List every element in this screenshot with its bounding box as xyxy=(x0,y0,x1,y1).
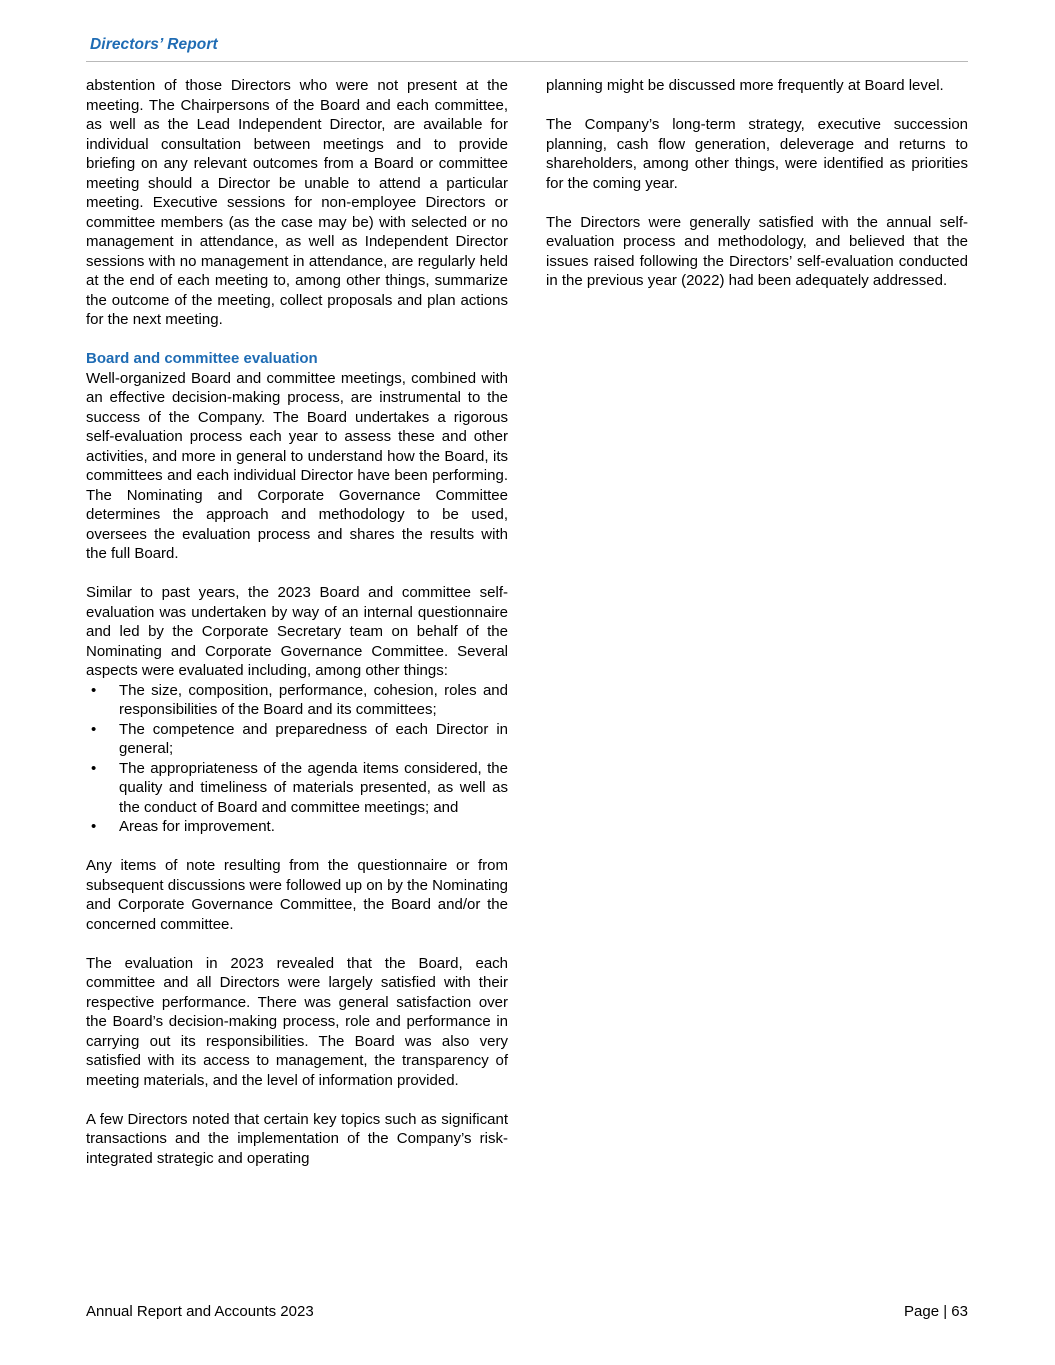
page-header xyxy=(86,36,968,62)
header-rule xyxy=(86,61,968,62)
footer-page-number: Page | 63 xyxy=(904,1303,968,1320)
bullet-icon: • xyxy=(91,681,97,699)
paragraph: The Directors were generally satisfied with the annual self-evaluation process and methodology, and believed that the issues raised following the Directors’ self-evaluation conducted in the previous year (2022) had been adequately addressed. xyxy=(546,213,968,289)
content-columns xyxy=(86,76,968,1168)
paragraph: abstention of those Directors who were not present at the meeting. The Chairpersons of the Board and each committee, as well as the Lead Independent Director, are available for individual consultation between meetings and to provide briefing on any relevant outcomes from a Board or committee meeting should a Director be unable to attend a particular meeting. Executive sessions for non-employee Directors or committee members (as the case may be) with selected or no management in attendance, as well as Independent Director sessions with no management in attendance, are regularly held at the end of each meeting to, among other things, summarize the outcome of the meeting, collect proposals and plan actions for the next meeting. xyxy=(86,77,508,328)
bullet-icon: • xyxy=(91,818,97,835)
paragraph: Well-organized Board and committee meetings, combined with an effective decision-making process, are instrumental to the success of the Company. The Board undertakes a rigorous self-evaluation process each year to assess these and other activities, and more in general to understand how the Board, its committees and each individual Director have been performing. The Nominating and Corporate Governance Committee determines the approach and methodology to be used, oversees the evaluation process and shares the results with the full Board. xyxy=(86,369,508,562)
paragraph: The evaluation in 2023 revealed that the Board, each committee and all Directors were largely satisfied with their respective performance. There was general satisfaction over the Board’s decision-making process, role and performance in carrying out its responsibilities. The Board was also very satisfied with its access to management, the transparency of meeting materials, and the level of information provided. xyxy=(86,954,508,1089)
section-heading-board-and-committee-evaluation: Board and committee evaluation xyxy=(86,350,318,367)
paragraph: A few Directors noted that certain key topics such as significant transactions and the implementation of the Company’s risk-integrated strategic and operating xyxy=(86,1110,508,1167)
bullet-icon: • xyxy=(91,759,97,777)
list-item-text: The size, composition, performance, cohesion, roles and responsibilities of the Board and its committees; xyxy=(119,681,508,718)
paragraph: planning might be discussed more frequently at Board level. xyxy=(546,77,944,94)
evaluation-aspects-list xyxy=(86,681,508,837)
list-item-text: The appropriateness of the agenda items considered, the quality and timeliness of materials presented, as well as the conduct of Board and committee meetings; and xyxy=(119,759,508,816)
paragraph: Any items of note resulting from the questionnaire or from subsequent discussions were followed up on by the Nominating and Corporate Governance Committee, the Board and/or the concerned committee. xyxy=(86,857,508,933)
list-item-text: The competence and preparedness of each Director in general; xyxy=(119,720,508,757)
list-item-text: Areas for improvement. xyxy=(119,818,275,835)
page-footer xyxy=(86,1303,968,1320)
footer-report-name: Annual Report and Accounts 2023 xyxy=(86,1303,314,1320)
paragraph: The Company’s long-term strategy, executive succession planning, cash flow generation, deleverage and returns to shareholders, among other things, were identified as priorities for the coming year. xyxy=(546,116,968,192)
list-item xyxy=(86,817,508,837)
right-column xyxy=(546,76,968,1168)
report-title: Directors’ Report xyxy=(90,36,218,53)
list-item xyxy=(86,759,508,818)
left-column xyxy=(86,76,508,1168)
list-item xyxy=(86,681,508,720)
list-item xyxy=(86,720,508,759)
bullet-icon: • xyxy=(91,720,97,738)
paragraph: Similar to past years, the 2023 Board and committee self-evaluation was undertaken by way of an internal questionnaire and led by the Corporate Secretary team on behalf of the Nominating and Corporate Governance Committee. Several aspects were evaluated including, among other things: xyxy=(86,584,508,679)
